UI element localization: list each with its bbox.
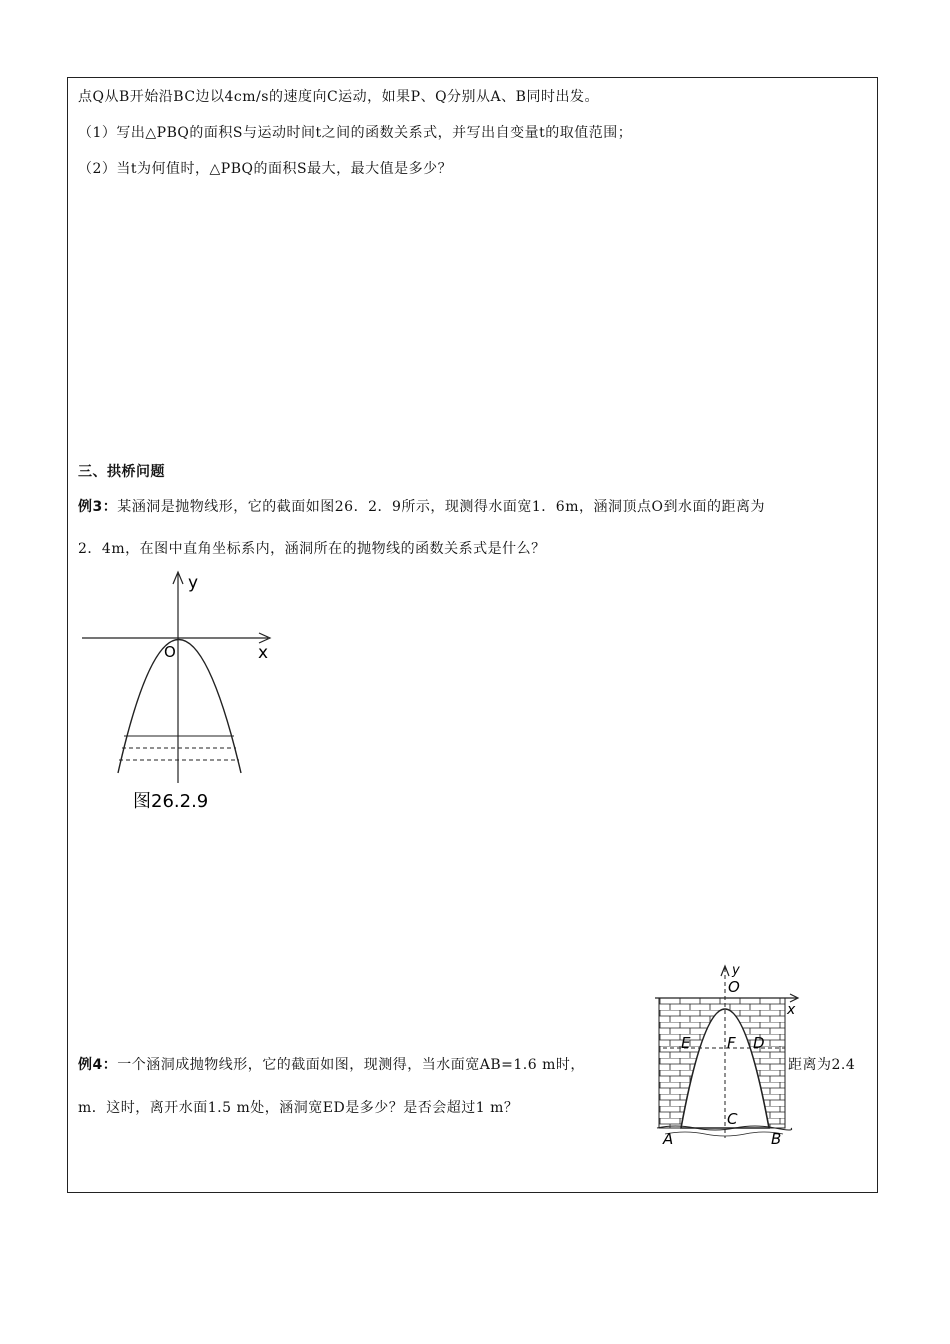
example4-text-1: 一个涵洞成抛物线形，它的截面如图，现测得，当水面宽AB=1.6 m时，	[117, 1057, 585, 1073]
problem-line-1: 点Q从B开始沿BC边以4cm/s的速度向C运动，如果P、Q分别从A、B同时出发。	[78, 89, 599, 105]
figure-caption: 图26.2.9	[133, 791, 209, 812]
origin-label: O	[164, 643, 176, 661]
y-label: y	[732, 963, 740, 978]
question-1: （1）写出△PBQ的面积S与运动时间t之间的函数关系式，并写出自变量t的取值范围；	[78, 125, 633, 141]
example4-line-1	[78, 1054, 585, 1074]
example3-label: 例3：	[78, 499, 118, 515]
point-d: D	[753, 1034, 765, 1052]
question-2: （2）当t为何值时，△PBQ的面积S最大，最大值是多少？	[78, 161, 453, 177]
x-axis-label: x	[258, 643, 269, 663]
parabola-figure-26-2-9	[78, 568, 278, 814]
example3-text-1: 某涵洞是抛物线形，它的截面如图26．2．9所示，现测得水面宽1．6m，涵洞顶点O到水面的距离为	[117, 499, 765, 515]
section-heading: 三、拱桥问题	[78, 464, 165, 480]
point-f: F	[727, 1034, 736, 1052]
parabola-curve	[118, 640, 241, 774]
example4-line-2: m．这时，离开水面1.5 m处，涵洞宽ED是多少？是否会超过1 m？	[78, 1100, 519, 1116]
example4-label: 例4：	[78, 1057, 118, 1073]
example3-line-2: 2．4m，在图中直角坐标系内，涵洞所在的抛物线的函数关系式是什么？	[78, 541, 546, 557]
y-axis-label: y	[188, 573, 199, 593]
water-wave	[665, 1132, 783, 1136]
point-o: O	[728, 978, 740, 996]
example3-line-1	[78, 496, 765, 516]
point-c: C	[727, 1110, 738, 1128]
point-a: A	[663, 1130, 674, 1148]
point-e: E	[681, 1034, 691, 1052]
x-label: x	[787, 1002, 796, 1018]
example4-line-1-tail: 距离为2.4	[788, 1057, 856, 1073]
point-b: B	[771, 1130, 782, 1148]
culvert-figure	[655, 962, 805, 1150]
